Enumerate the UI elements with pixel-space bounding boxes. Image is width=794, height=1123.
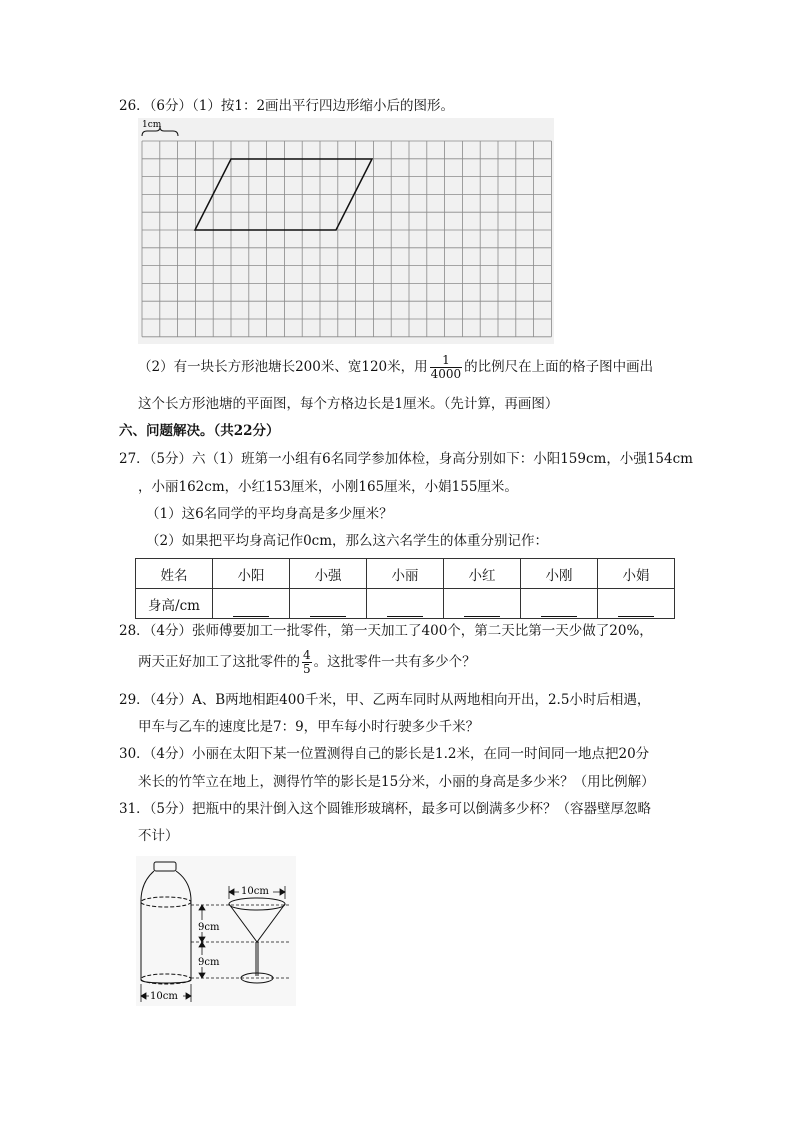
q26-part2-text-a: （2）有一块长方形池塘长200米、宽120米，用 bbox=[138, 359, 428, 375]
answer-cell bbox=[598, 589, 675, 619]
table-header-cell: 小丽 bbox=[367, 559, 444, 589]
q27-sub1: （1）这6名同学的平均身高是多少厘米？ bbox=[146, 506, 393, 522]
q31-line1: 31．（5分）把瓶中的果汁倒入这个圆锥形玻璃杯，最多可以倒满多少杯？（容器壁厚忽略 bbox=[119, 801, 652, 817]
answer-blank[interactable] bbox=[387, 602, 423, 617]
fraction-denominator: 4000 bbox=[430, 367, 462, 381]
height-label-lower: 9cm bbox=[198, 957, 220, 968]
grid-figure bbox=[138, 118, 554, 344]
scale-label: 1cm bbox=[142, 120, 162, 130]
table-row-label: 身高/cm bbox=[136, 589, 213, 619]
q26-heading bbox=[119, 96, 454, 116]
q30-line2: 米长的竹竿立在地上，测得竹竿的影长是15分米，小丽的身高是多少米？（用比例解） bbox=[138, 774, 655, 790]
answer-cell bbox=[213, 589, 290, 619]
q27-line2: ，小丽162cm，小红153厘米，小刚165厘米，小娟155厘米。 bbox=[138, 479, 518, 495]
table-header-cell: 小刚 bbox=[521, 559, 598, 589]
q28-text-b: 。这批零件一共有多少个？ bbox=[313, 654, 476, 670]
answer-cell bbox=[367, 589, 444, 619]
table-header-row bbox=[136, 559, 675, 589]
q29-line1: 29．（4分）A、B两地相距400千米，甲、乙两车同时从两地相向开出，2.5小时后相遇， bbox=[119, 692, 651, 708]
bottle-width-label: 10cm bbox=[150, 991, 178, 1002]
answer-cell bbox=[444, 589, 521, 619]
table-header-cell: 小强 bbox=[290, 559, 367, 589]
height-label-upper: 9cm bbox=[198, 922, 220, 933]
q26-part2-line2: 这个长方形池塘的平面图，每个方格边长是1厘米。（先计算，再画图） bbox=[138, 396, 559, 412]
table-header-cell: 小红 bbox=[444, 559, 521, 589]
q28-text-a: 两天正好加工了这批零件的 bbox=[138, 654, 300, 670]
cup-width-label: 10cm bbox=[241, 886, 269, 897]
q26-text: （1）按1：2画出平行四边形缩小后的图形。 bbox=[192, 98, 455, 114]
answer-blank[interactable] bbox=[541, 602, 577, 617]
table-header-cell: 姓名 bbox=[136, 559, 213, 589]
table-header-cell: 小阳 bbox=[213, 559, 290, 589]
answer-cell bbox=[521, 589, 598, 619]
table-row bbox=[136, 589, 675, 619]
answer-blank[interactable] bbox=[464, 602, 500, 617]
q28-line1: 28．（4分）张师傅要加工一批零件，第一天加工了400个，第二天比第一天少做了20%， bbox=[119, 623, 653, 639]
answer-blank[interactable] bbox=[618, 602, 654, 617]
q26-part2-text-b: 的比例尺在上面的格子图中画出 bbox=[464, 359, 654, 375]
answer-cell bbox=[290, 589, 367, 619]
q28-line2 bbox=[138, 649, 476, 676]
q30-line1: 30．（4分）小丽在太阳下某一位置测得自己的影长是1.2米，在同一时间同一地点把20分 bbox=[119, 746, 650, 762]
bottle-cup-figure bbox=[136, 856, 296, 1006]
table-header-cell: 小娟 bbox=[598, 559, 675, 589]
fraction-numerator: 1 bbox=[430, 354, 463, 368]
q27-sub2: （2）如果把平均身高记作0cm，那么这六名学生的体重分别记作： bbox=[146, 533, 549, 549]
q31-line2: 不计） bbox=[138, 828, 179, 844]
q27-line1: 27．（5分）六（1）班第一小组有6名同学参加体检，身高分别如下：小阳159cm，小强154cm bbox=[119, 451, 693, 467]
answer-blank[interactable] bbox=[310, 602, 346, 617]
answer-blank[interactable] bbox=[233, 602, 269, 617]
scale-fraction bbox=[430, 354, 463, 381]
fraction-numerator: 4 bbox=[303, 648, 311, 662]
q28-fraction bbox=[302, 649, 312, 676]
q29-line2: 甲车与乙车的速度比是7：9，甲车每小时行驶多少千米？ bbox=[138, 719, 480, 735]
fraction-denominator: 5 bbox=[303, 662, 311, 676]
q26-number: 26．（6分） bbox=[119, 98, 193, 114]
section-title: 六、问题解决。（共22分） bbox=[119, 423, 280, 439]
q26-part2-line1 bbox=[138, 354, 653, 381]
height-table bbox=[135, 558, 675, 619]
